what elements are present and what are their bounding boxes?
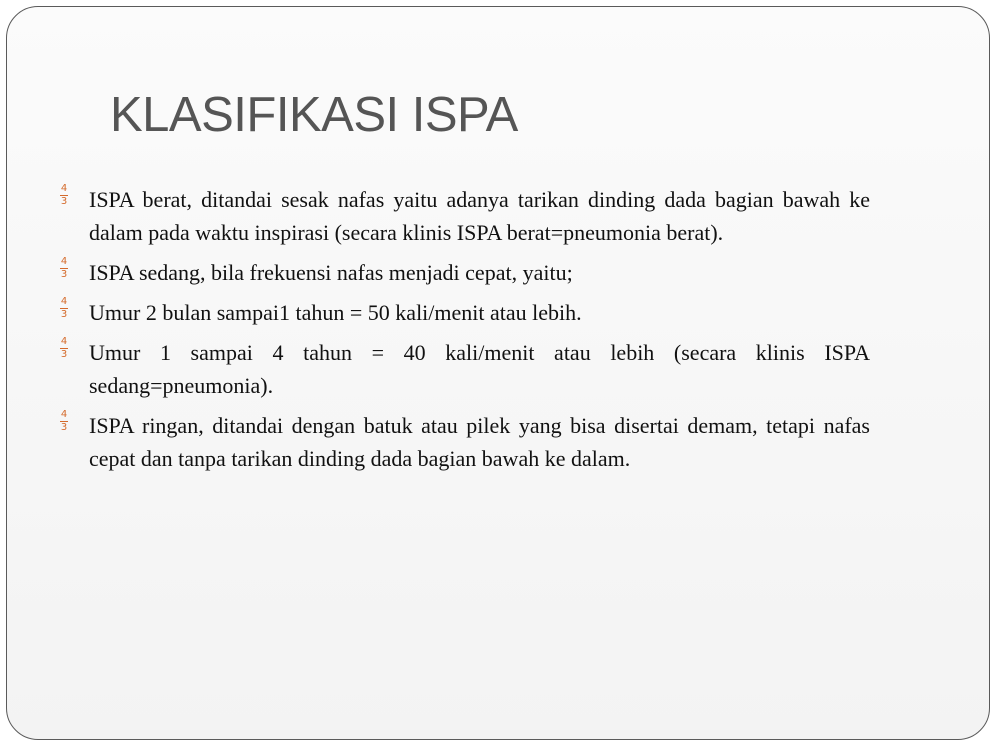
list-item — [58, 336, 870, 402]
bullet-text: ISPA ringan, ditandai dengan batuk atau pilek yang bisa disertai demam, tetapi nafas cepat dan tanpa tarikan dinding dada bagian bawah ke dalam. — [89, 413, 870, 471]
bullet-text: Umur 2 bulan sampai1 tahun = 50 kali/menit atau lebih. — [89, 300, 582, 325]
fraction-bullet-icon: $\frac{4}{3}$ — [60, 296, 68, 320]
list-item — [58, 296, 870, 329]
slide-title: KLASIFIKASI ISPA — [110, 88, 518, 142]
bullet-text: ISPA sedang, bila frekuensi nafas menjadi cepat, yaitu; — [89, 260, 573, 285]
bullet-list — [58, 183, 870, 482]
fraction-bullet-icon: $\frac{4}{3}$ — [60, 256, 68, 280]
fraction-bullet-icon: $\frac{4}{3}$ — [60, 183, 68, 207]
fraction-bullet-icon: $\frac{4}{3}$ — [60, 336, 68, 360]
fraction-bullet-icon: $\frac{4}{3}$ — [60, 409, 68, 433]
bullet-text: ISPA berat, ditandai sesak nafas yaitu adanya tarikan dinding dada bagian bawah ke dalam pada waktu inspirasi (secara klinis ISPA berat=pneumonia berat). — [89, 187, 870, 245]
list-item — [58, 409, 870, 475]
list-item — [58, 183, 870, 249]
list-item — [58, 256, 870, 289]
bullet-text: Umur 1 sampai 4 tahun = 40 kali/menit atau lebih (secara klinis ISPA sedang=pneumonia). — [89, 340, 870, 398]
